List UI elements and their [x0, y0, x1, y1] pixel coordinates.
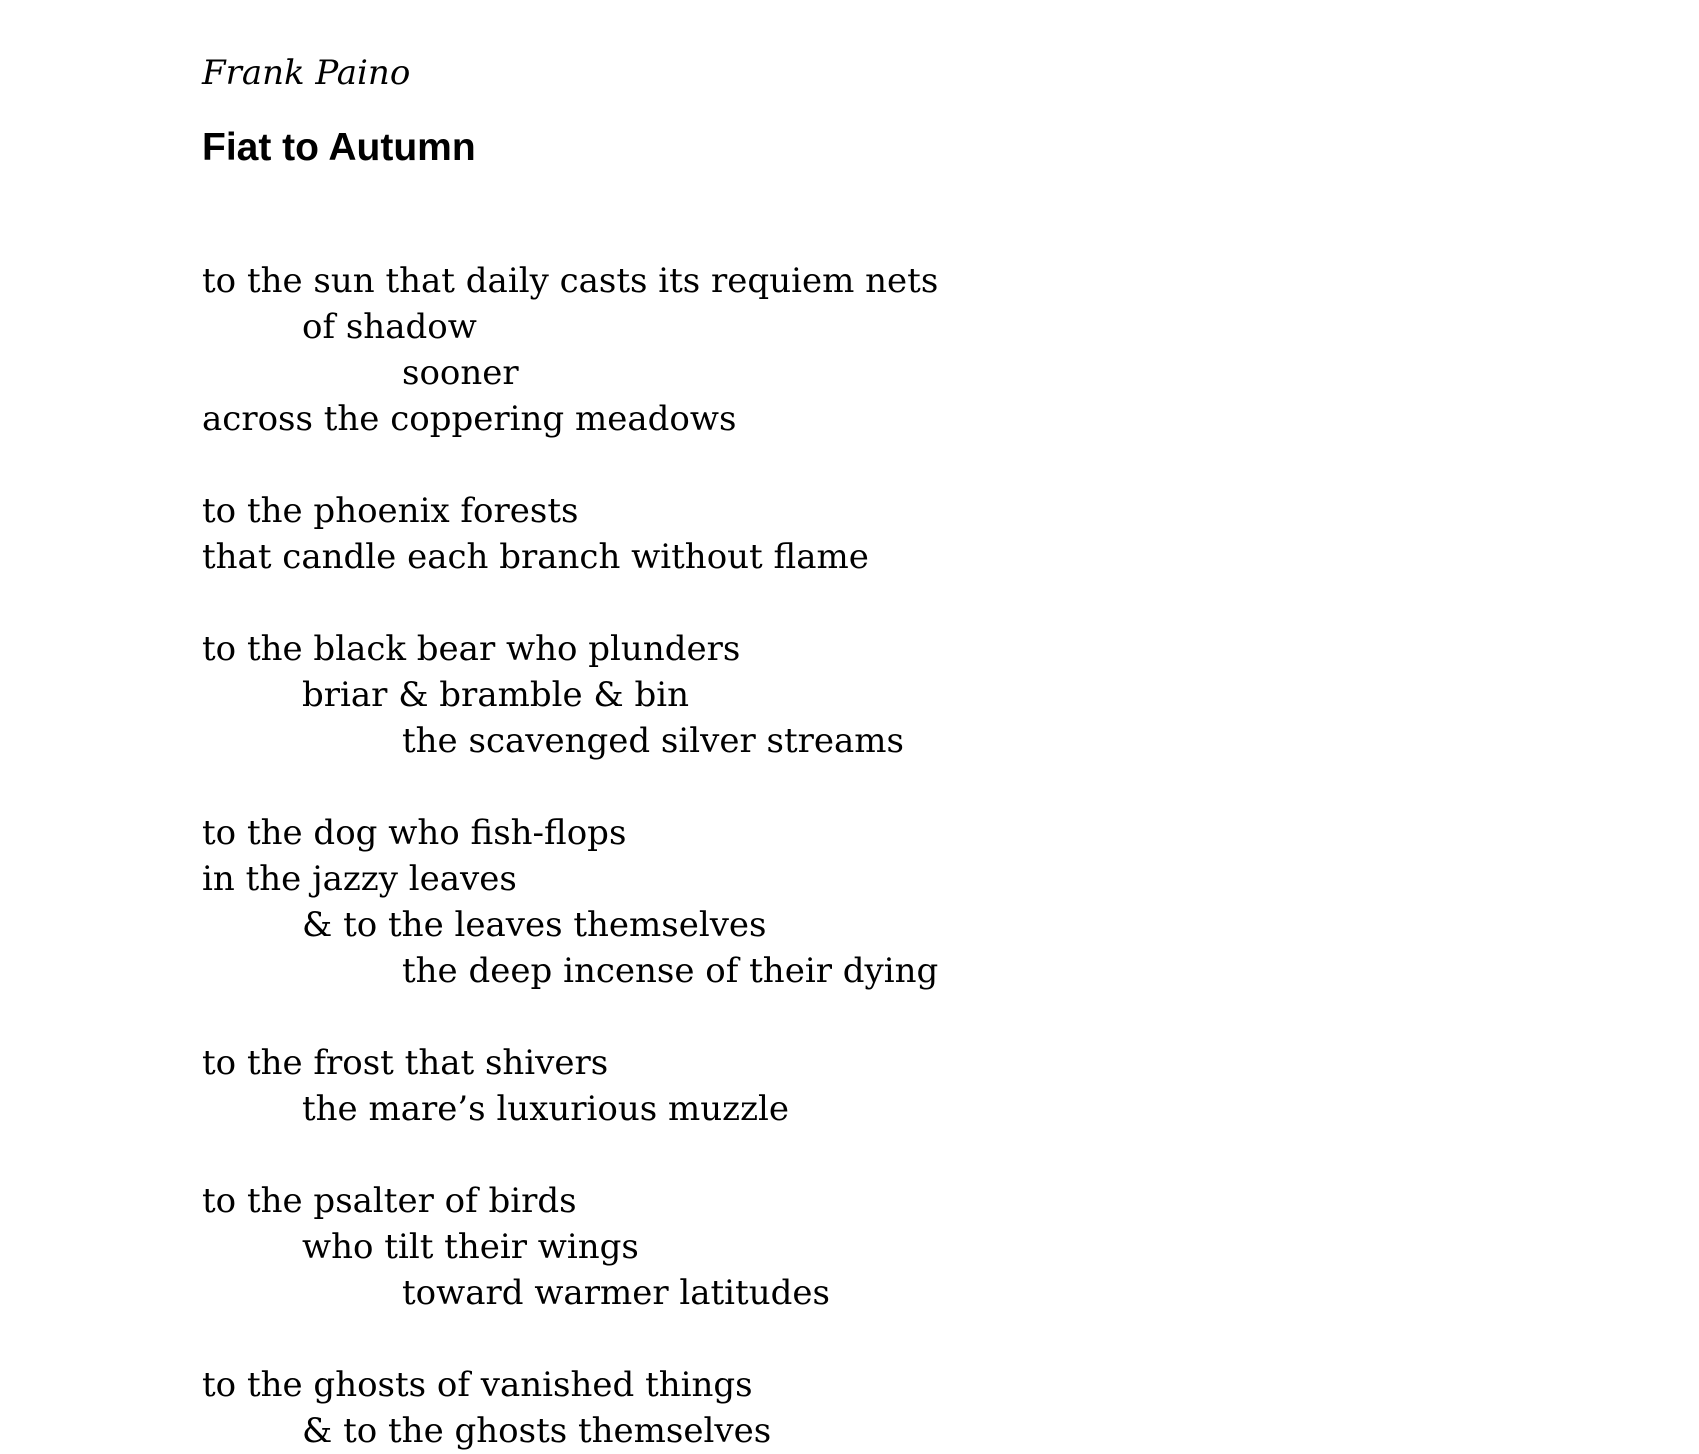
- poem-line: to the ghosts of vanished things: [202, 1365, 753, 1405]
- poem-line: to the black bear who plunders: [202, 629, 741, 669]
- poem-stanza: [202, 1040, 1502, 1132]
- poem-stanza: [202, 810, 1502, 994]
- poem-stanza: [202, 1178, 1502, 1316]
- poem-line: that candle each branch without flame: [202, 537, 869, 577]
- poem-title: Fiat to Autumn: [202, 126, 476, 169]
- poem-line: in the jazzy leaves: [202, 859, 517, 899]
- poem-line: of shadow: [302, 307, 477, 347]
- poem-stanza: [202, 1362, 1502, 1454]
- poem-line: the deep incense of their dying: [402, 951, 939, 991]
- poem-line: to the frost that shivers: [202, 1043, 609, 1083]
- poem-line: & to the ghosts themselves: [302, 1411, 772, 1451]
- poem-line: across the coppering meadows: [202, 399, 737, 439]
- poem-line: to the sun that daily casts its requiem nets: [202, 261, 939, 301]
- poem-line: & to the leaves themselves: [302, 905, 767, 945]
- poem-line: the mare’s luxurious muzzle: [302, 1089, 789, 1129]
- poem-line: toward warmer latitudes: [402, 1273, 830, 1313]
- poem-body: [202, 258, 1502, 1454]
- poem-line: briar & bramble & bin: [302, 675, 689, 715]
- poem-line: who tilt their wings: [302, 1227, 639, 1267]
- poem-line: to the dog who fish-flops: [202, 813, 627, 853]
- poem-line: to the psalter of birds: [202, 1181, 577, 1221]
- poem-line: sooner: [402, 353, 519, 393]
- poem-line: to the phoenix forests: [202, 491, 579, 531]
- poem-stanza: [202, 488, 1502, 580]
- author-name: Frank Paino: [202, 53, 411, 93]
- poem-stanza: [202, 626, 1502, 764]
- poem-stanza: [202, 258, 1502, 442]
- poem-line: the scavenged silver streams: [402, 721, 904, 761]
